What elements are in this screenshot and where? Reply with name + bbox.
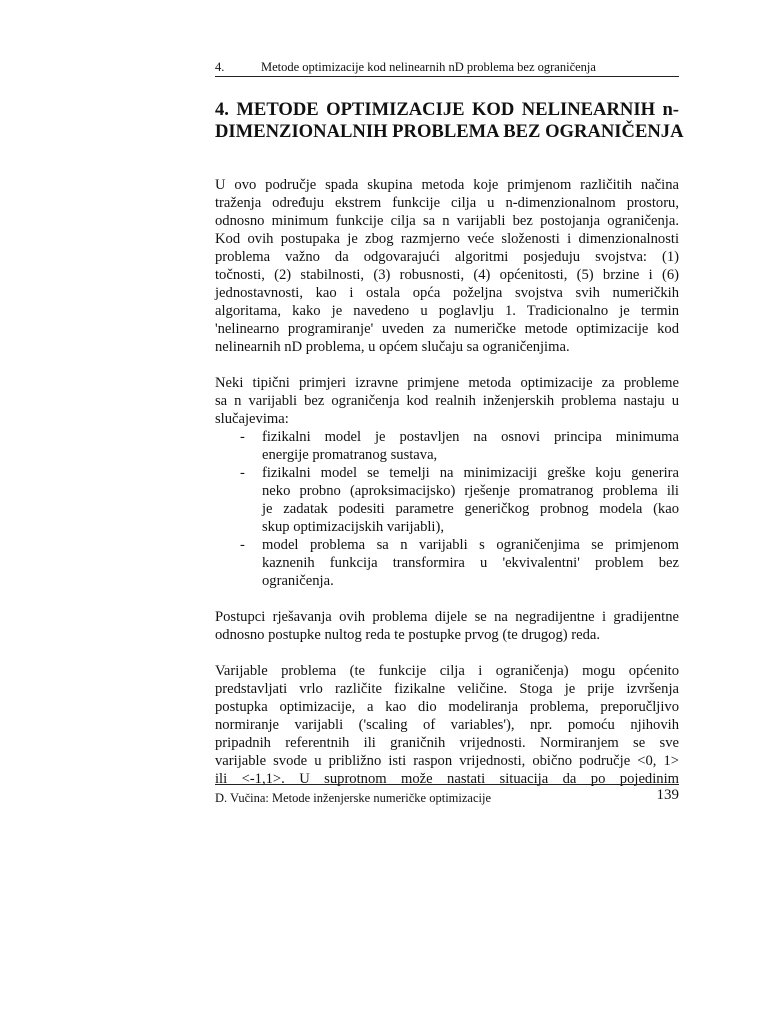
chapter-title — [215, 99, 684, 143]
list-dash: - — [240, 429, 245, 445]
text-line: sa n varijabli bez ograničenja kod realnih inženjerskih problema nastaju u — [215, 393, 679, 409]
text-line: algoritama, kako je navedeno u poglavlju 1. Tradicionalno je termin — [215, 303, 679, 319]
text-line: je zadatak podesiti parametre generičkog probnog modela (kao — [262, 501, 679, 517]
text-line: Varijable problema (te funkcije cilja i ograničenja) mogu općenito — [215, 663, 679, 679]
text-line: problema važno da odgovarajući algoritmi posjeduju svojstva: (1) — [215, 249, 679, 265]
text-line: fizikalni model se temelji na minimizaciji greške koju generira — [262, 465, 679, 481]
text-line: Postupci rješavanja ovih problema dijele se na negradijentne i gradijentne — [215, 609, 679, 625]
chapter-title-line-1: 4. METODE OPTIMIZACIJE KOD NELINEARNIH n- — [215, 99, 679, 120]
text-line: Neki tipični primjeri izravne primjene metoda optimizacije za probleme — [215, 375, 679, 391]
paragraph-scaling — [215, 662, 679, 788]
body-text — [215, 176, 679, 806]
text-line: kaznenih funkcija transformira u 'ekvivalentni' problem bez — [262, 555, 679, 571]
text-line: skup optimizacijskih varijabli), — [262, 519, 444, 535]
text-line: točnosti, (2) stabilnosti, (3) robusnosti, (4) općenitosti, (5) brzine i (6) — [215, 267, 679, 283]
text-line: 'nelinearno programiranje' uveden za numeričke metode optimizacije kod — [215, 321, 679, 337]
list-dash: - — [240, 465, 245, 481]
examples-list — [215, 428, 679, 590]
header-chapter-number: 4. — [215, 60, 225, 74]
running-footer — [215, 784, 679, 806]
text-line: predstavljati vrlo različite fizikalne veličine. Stoga je prije izvršenja — [215, 681, 679, 697]
text-line: odnosno minimum funkcije cilja sa n varijabli bez postojanja ograničenja. — [215, 213, 679, 229]
paragraph-intro — [215, 176, 679, 356]
text-line: jednostavnosti, kao i ostala opća poželjna svojstva svih numeričkih — [215, 285, 679, 301]
page-number: 139 — [656, 787, 679, 803]
list-item — [215, 536, 679, 590]
running-header — [215, 59, 679, 77]
text-line: varijable svode u približno isti raspon vrijednosti, obično područje <0, 1> — [215, 753, 679, 769]
chapter-title-line-2: DIMENZIONALNIH PROBLEMA BEZ OGRANIČENJA — [215, 121, 684, 142]
paragraph-methods — [215, 608, 679, 644]
text-line: fizikalni model je postavljen na osnovi principa minimuma — [262, 429, 679, 445]
list-dash: - — [240, 537, 245, 553]
text-line: neko probno (aproksimacijsko) rješenje promatranog problema ili — [262, 483, 679, 499]
text-line: odnosno postupke nultog reda te postupke prvog (te drugog) reda. — [215, 627, 601, 643]
text-line: normiranje varijabli ('scaling of variables'), npr. pomoću njihovih — [215, 717, 679, 733]
text-line: postupka optimizacije, a kao dio modeliranja problema, preporučljivo — [215, 699, 679, 715]
header-chapter-title: Metode optimizacije kod nelinearnih nD problema bez ograničenja — [261, 60, 596, 74]
list-item — [215, 464, 679, 536]
text-line: slučajevima: — [215, 411, 289, 427]
text-line: traženja određuju ekstrem funkcije cilja u n-dimenzionalnom prostoru, — [215, 195, 679, 211]
text-line: ili <-1,1>. U suprotnom može nastati situacija da po pojedinim — [215, 771, 679, 787]
text-line: Kod ovih postupaka je zbog razmjerno veće složenosti i dimenzionalnosti — [215, 231, 679, 247]
text-line: energije promatranog sustava, — [262, 447, 438, 463]
document-page — [215, 0, 684, 1024]
text-line: ograničenja. — [262, 573, 334, 589]
footer-author-book: D. Vučina: Metode inženjerske numeričke optimizacije — [215, 791, 492, 805]
list-item — [215, 428, 679, 464]
text-line: nelinearnih nD problema, u općem slučaju sa ograničenjima. — [215, 339, 570, 355]
text-line: model problema sa n varijabli s ograničenjima se primjenom — [262, 537, 679, 553]
text-line: pripadnih referentnih ili graničnih vrijednosti. Normiranjem se sve — [215, 735, 679, 751]
paragraph-examples — [215, 374, 679, 590]
text-line: U ovo područje spada skupina metoda koje primjenom različitih načina — [215, 177, 679, 193]
